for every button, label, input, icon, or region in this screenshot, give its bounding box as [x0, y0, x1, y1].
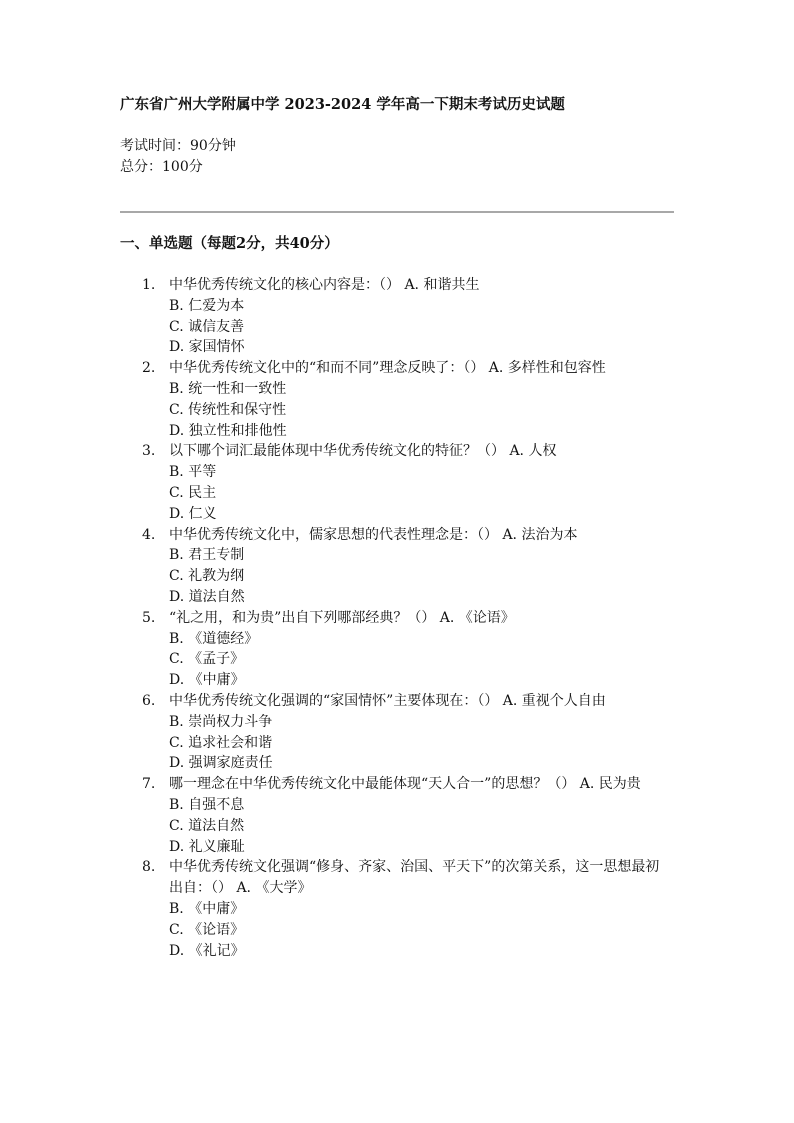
answer-option: C. 诚信友善 — [169, 318, 245, 335]
answer-option: C. 追求社会和谐 — [169, 734, 273, 751]
horizontal-rule — [120, 211, 674, 213]
question-stem: 中华优秀传统文化的核心内容是：（） A. 和谐共生 — [169, 277, 480, 293]
question-item — [0, 774, 794, 857]
question-item — [0, 608, 794, 691]
answer-option: C. 《论语》 — [169, 921, 245, 938]
question-item — [0, 275, 794, 358]
answer-option: C. 民主 — [169, 484, 217, 501]
question-stem: 以下哪个词汇最能体现中华优秀传统文化的特征？（） A. 人权 — [169, 443, 557, 460]
exam-title: 广东省广州大学附属中学 2023-2024 学年高一下期末考试历史试题 — [120, 96, 565, 113]
answer-option: D. 道法自然 — [169, 588, 245, 605]
answer-option: C. 道法自然 — [169, 817, 245, 834]
answer-option: D. 礼义廉耻 — [169, 838, 245, 855]
question-number: 4. — [142, 526, 156, 543]
answer-option: D. 家国情怀 — [169, 339, 245, 356]
answer-option: D. 独立性和排他性 — [169, 422, 287, 439]
answer-option: C. 礼教为纲 — [169, 568, 245, 585]
question-item — [0, 441, 794, 524]
question-item — [0, 691, 794, 774]
answer-option: B. 自强不息 — [169, 796, 245, 813]
section-heading: 一、单选题（每题2分，共40分） — [120, 235, 339, 252]
answer-option: B. 崇尚权力斗争 — [169, 713, 273, 730]
total-score: 总分：100分 — [120, 159, 203, 175]
question-number: 1. — [142, 277, 156, 293]
question-item — [0, 857, 794, 961]
answer-option: B. 《道德经》 — [169, 630, 259, 647]
answer-option: D. 仁义 — [169, 505, 217, 522]
answer-option: C. 传统性和保守性 — [169, 401, 287, 418]
question-stem: 哪一理念在中华优秀传统文化中最能体现“天人合一”的思想？（） A. 民为贵 — [169, 776, 641, 793]
question-item — [0, 358, 794, 441]
answer-option: D. 《礼记》 — [169, 942, 245, 959]
answer-option: C. 《孟子》 — [169, 651, 245, 668]
question-number: 3. — [142, 443, 156, 460]
question-number: 8. — [142, 859, 156, 876]
answer-option: B. 《中庸》 — [169, 900, 245, 917]
question-number: 2. — [142, 360, 156, 377]
question-number: 7. — [142, 776, 156, 793]
answer-option: B. 君王专制 — [169, 547, 245, 564]
question-stem: 中华优秀传统文化中，儒家思想的代表性理念是：（） A. 法治为本 — [169, 526, 578, 543]
question-stem: 中华优秀传统文化强调“修身、齐家、治国、平天下”的次第关系，这一思想最初出自：（） A. 《大学》 — [169, 859, 660, 897]
answer-option: B. 仁爱为本 — [169, 297, 245, 314]
question-list — [0, 275, 794, 961]
question-stem: 中华优秀传统文化中的“和而不同”理念反映了：（） A. 多样性和包容性 — [169, 360, 606, 377]
question-number: 6. — [142, 692, 156, 709]
question-number: 5. — [142, 609, 156, 626]
answer-option: D. 《中庸》 — [169, 672, 245, 689]
question-item — [0, 525, 794, 608]
answer-option: B. 平等 — [169, 464, 217, 481]
answer-option: D. 强调家庭责任 — [169, 755, 273, 772]
question-stem: 中华优秀传统文化强调的“家国情怀”主要体现在：（） A. 重视个人自由 — [169, 692, 606, 709]
answer-option: B. 统一性和一致性 — [169, 380, 287, 397]
question-stem: “礼之用，和为贵”出自下列哪部经典？（） A. 《论语》 — [169, 609, 515, 626]
exam-time: 考试时间：90分钟 — [120, 138, 236, 154]
exam-meta — [120, 136, 236, 178]
